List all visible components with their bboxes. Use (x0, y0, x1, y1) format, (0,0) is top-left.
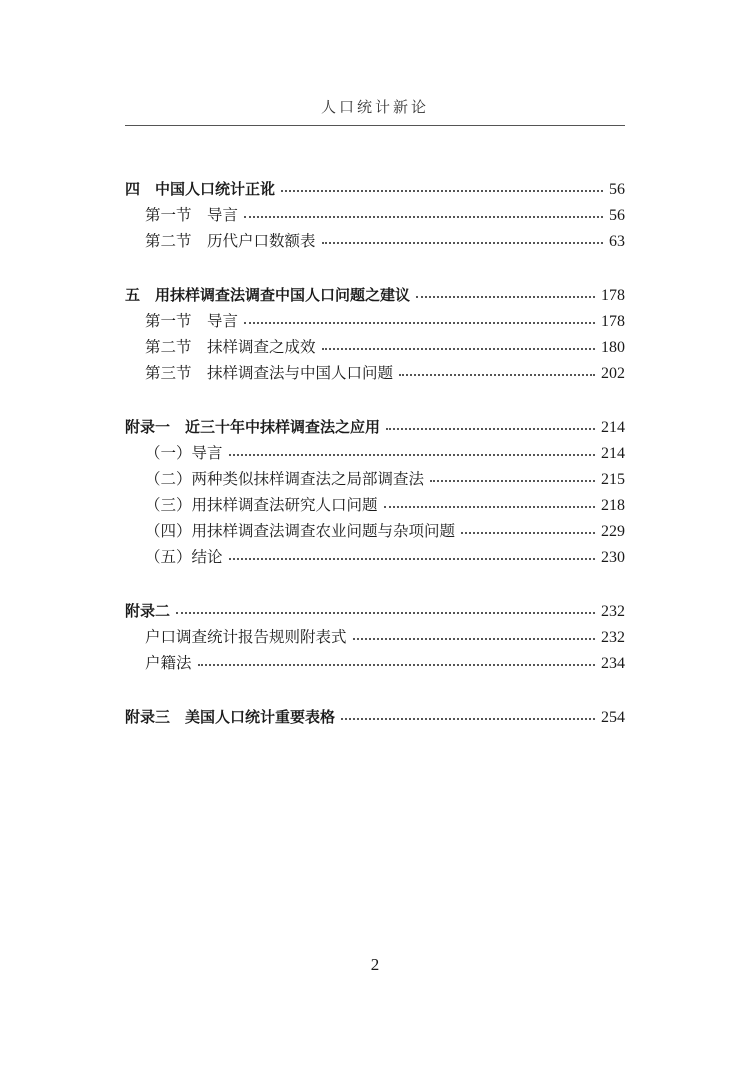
toc-entry-label: 第一节 导言 (145, 312, 239, 330)
toc-entry-label: （四）用抹样调查法调查农业问题与杂项问题 (145, 522, 456, 540)
dot-leader (461, 532, 595, 534)
toc-entry[interactable] (125, 228, 625, 254)
toc-entry-page: 178 (601, 287, 625, 304)
toc-entry[interactable] (125, 650, 625, 676)
toc-entry[interactable] (125, 624, 625, 650)
toc-entry-page: 63 (609, 233, 625, 250)
toc-entry-page: 230 (601, 549, 625, 566)
toc-entry-label: 四 中国人口统计正讹 (125, 180, 276, 198)
dot-leader (198, 664, 595, 666)
page-number: 2 (370, 955, 380, 974)
toc-entry-label: 第一节 导言 (145, 206, 239, 224)
toc-entry[interactable] (125, 202, 625, 228)
toc-entry-page: 202 (601, 365, 625, 382)
running-header: 人口统计新论 (320, 98, 429, 116)
toc-entry-page: 56 (609, 181, 625, 198)
dot-leader (353, 638, 595, 640)
toc-entry-page: 254 (601, 709, 625, 726)
dot-leader (244, 216, 603, 218)
toc-entry-page: 229 (601, 523, 625, 540)
dot-leader (281, 190, 603, 192)
dot-leader (229, 558, 595, 560)
toc-entry-label: 第二节 历代户口数额表 (145, 232, 316, 250)
dot-leader (416, 296, 595, 298)
toc-entry-page: 214 (601, 419, 625, 436)
toc-entry-page: 178 (601, 313, 625, 330)
toc-entry-page: 234 (601, 655, 625, 672)
toc-entry-label: 第二节 抹样调查之成效 (145, 338, 316, 356)
toc-entry[interactable] (125, 598, 625, 624)
toc-entry-page: 218 (601, 497, 625, 514)
toc-entry[interactable] (125, 176, 625, 202)
toc-entry[interactable] (125, 704, 625, 730)
toc-entry[interactable] (125, 466, 625, 492)
toc-entry-page: 232 (601, 629, 625, 646)
toc-entry[interactable] (125, 308, 625, 334)
dot-leader (229, 454, 595, 456)
toc-entry-page: 56 (609, 207, 625, 224)
toc-entry-label: 户口调查统计报告规则附表式 (145, 628, 347, 646)
toc-entry[interactable] (125, 440, 625, 466)
toc-entry-page: 180 (601, 339, 625, 356)
toc-entry-label: 第三节 抹样调查法与中国人口问题 (145, 364, 394, 382)
header-rule (125, 125, 625, 126)
toc-entry-label: 户籍法 (145, 654, 192, 672)
toc-entry-label: （一）导言 (145, 444, 223, 462)
toc-entry[interactable] (125, 492, 625, 518)
dot-leader (430, 480, 595, 482)
toc-entry-page: 215 (601, 471, 625, 488)
toc-entry[interactable] (125, 282, 625, 308)
toc-entry[interactable] (125, 518, 625, 544)
dot-leader (322, 242, 603, 244)
toc-entry-label: 附录三 美国人口统计重要表格 (125, 708, 336, 726)
toc-entry-label: 附录二 (125, 602, 171, 620)
dot-leader (322, 348, 595, 350)
table-of-contents (125, 176, 625, 730)
toc-entry-page: 214 (601, 445, 625, 462)
dot-leader (384, 506, 595, 508)
dot-leader (399, 374, 595, 376)
toc-entry[interactable] (125, 360, 625, 386)
toc-entry-label: （五）结论 (145, 548, 223, 566)
toc-entry-label: （三）用抹样调查法研究人口问题 (145, 496, 378, 514)
toc-entry[interactable] (125, 414, 625, 440)
dot-leader (386, 428, 595, 430)
toc-entry-label: 五 用抹样调查法调查中国人口问题之建议 (125, 286, 411, 304)
toc-entry[interactable] (125, 544, 625, 570)
dot-leader (176, 612, 595, 614)
toc-entry-page: 232 (601, 603, 625, 620)
dot-leader (244, 322, 595, 324)
toc-entry[interactable] (125, 334, 625, 360)
toc-entry-label: （二）两种类似抹样调查法之局部调查法 (145, 470, 425, 488)
dot-leader (341, 718, 595, 720)
toc-entry-label: 附录一 近三十年中抹样调查法之应用 (125, 418, 381, 436)
